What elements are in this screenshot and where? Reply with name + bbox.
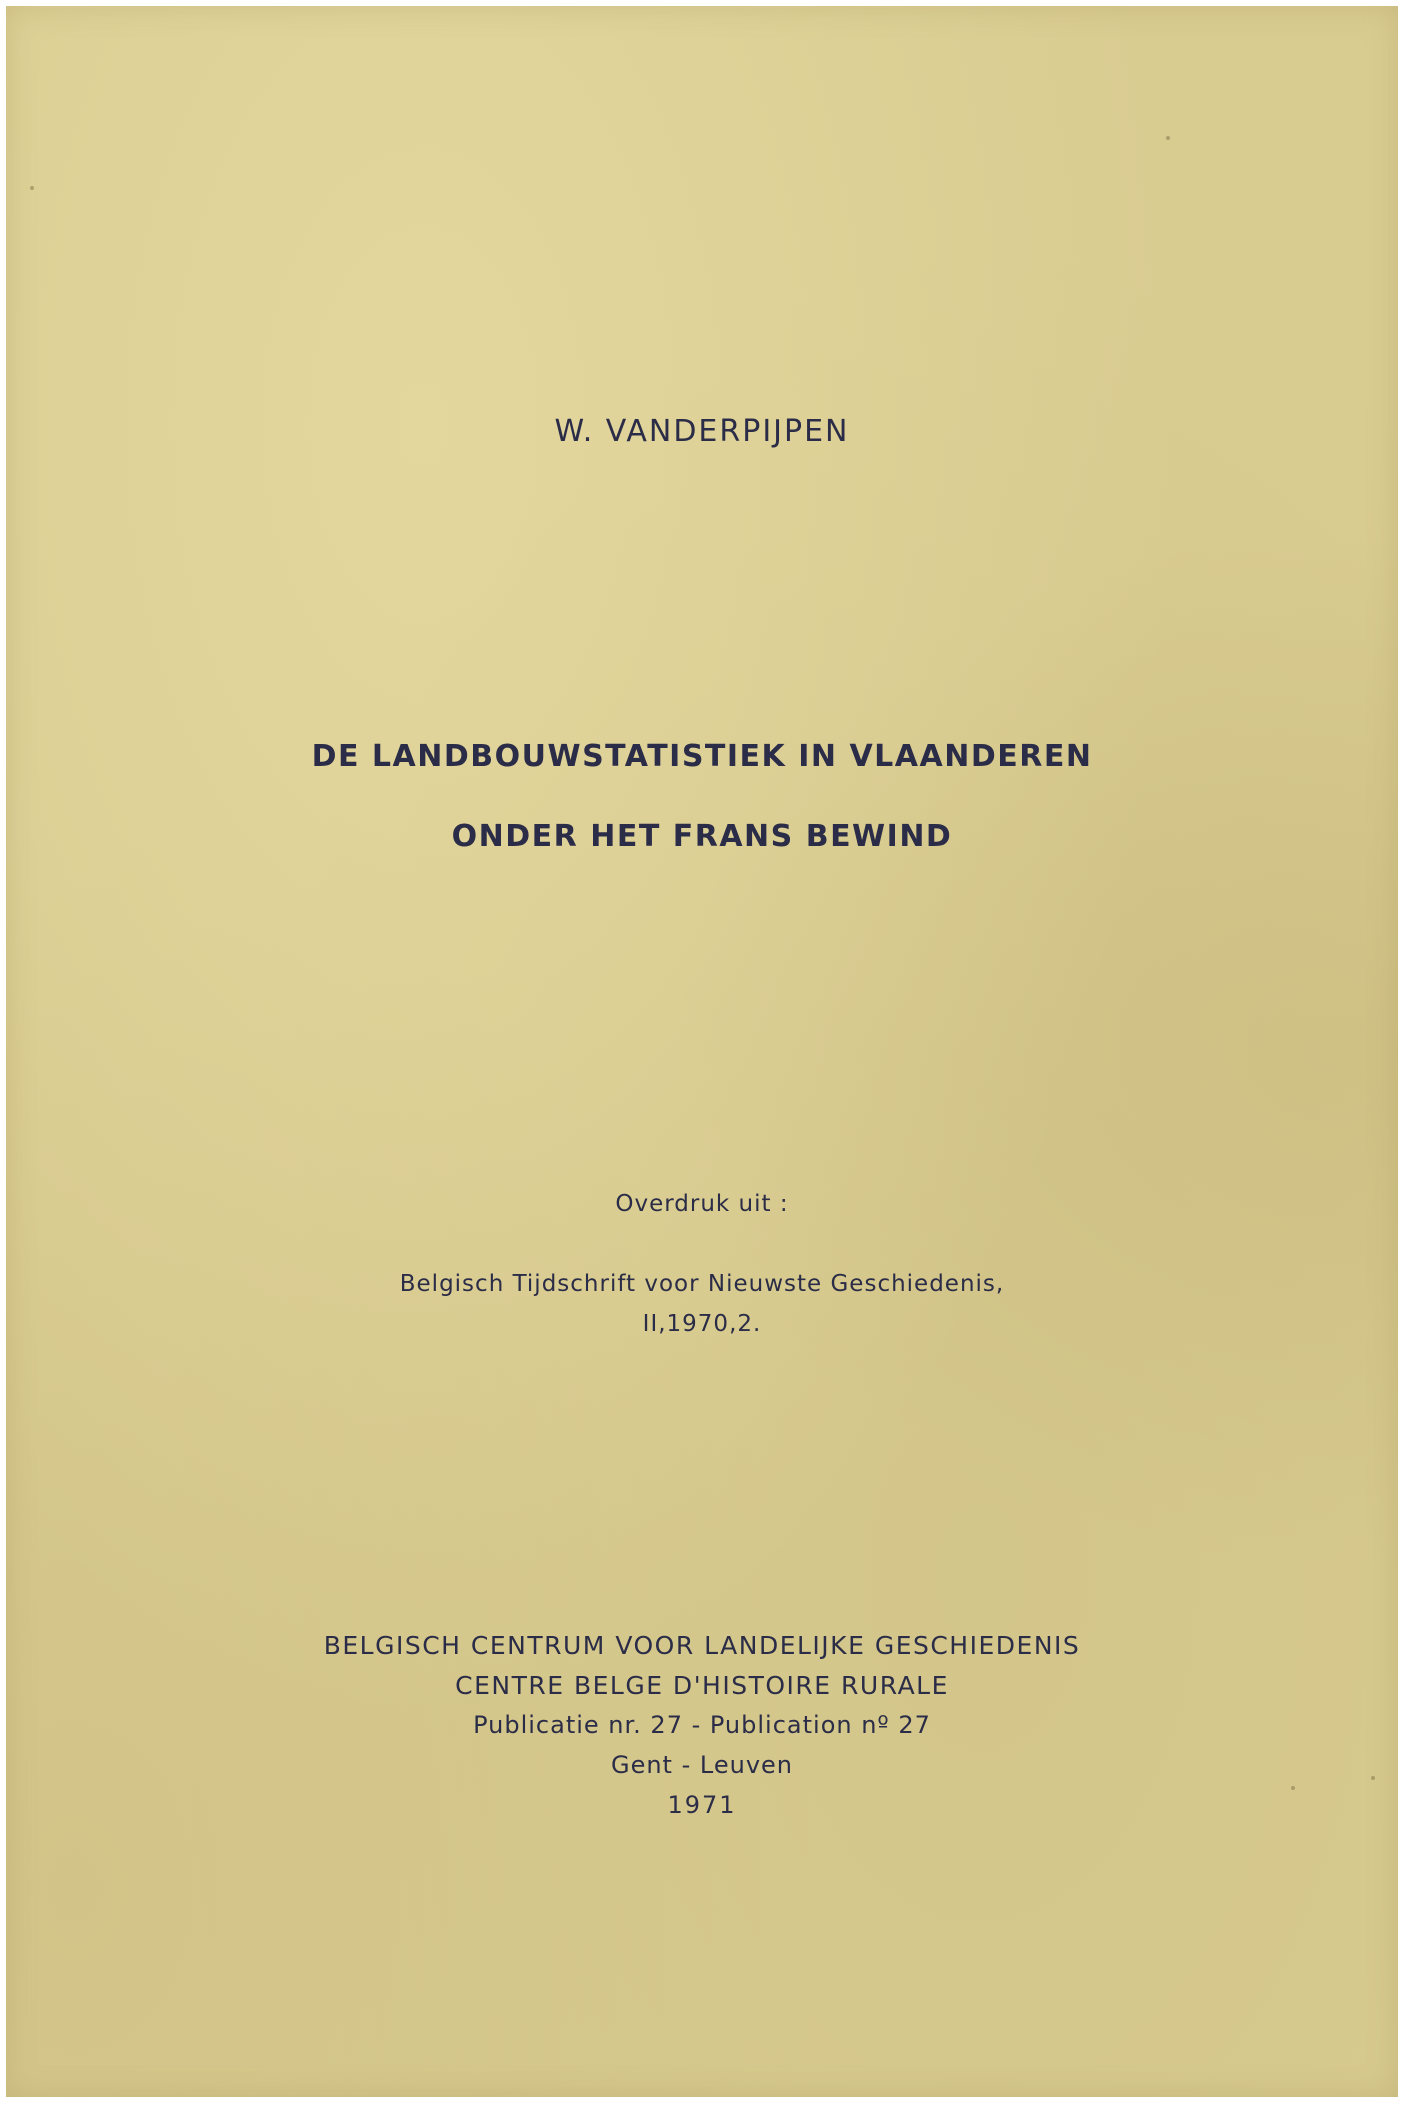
institution-french: CENTRE BELGE D'HISTOIRE RURALE xyxy=(455,1671,949,1700)
publication-place: Gent - Leuven xyxy=(610,1751,793,1779)
publication-year: 1971 xyxy=(667,1791,737,1819)
paper-speck xyxy=(30,186,34,190)
author-name: W. VANDERPIJPEN xyxy=(554,414,850,449)
publication-number: Publicatie nr. 27 - Publication nº 27 xyxy=(473,1711,931,1739)
volume-issue: II,1970,2. xyxy=(642,1311,762,1337)
journal-name: Belgisch Tijdschrift voor Nieuwste Geschiedenis, xyxy=(399,1271,1005,1297)
reprint-label: Overdruk uit : xyxy=(615,1191,789,1217)
institution-dutch: BELGISCH CENTRUM VOOR LANDELIJKE GESCHIEDENIS xyxy=(323,1631,1081,1660)
book-cover xyxy=(6,6,1398,2097)
paper-speck xyxy=(1166,136,1170,140)
title-line-1: DE LANDBOUWSTATISTIEK IN VLAANDEREN xyxy=(311,739,1093,774)
title-line-2: ONDER HET FRANS BEWIND xyxy=(451,819,953,854)
paper-speck xyxy=(1291,1786,1295,1790)
